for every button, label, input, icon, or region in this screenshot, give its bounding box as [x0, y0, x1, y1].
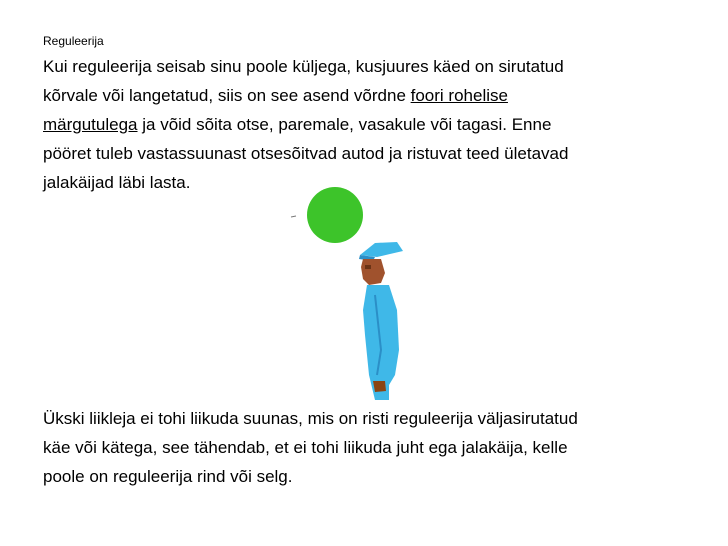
- page-title: Reguleerija: [43, 34, 104, 48]
- green-light-icon: [307, 187, 363, 243]
- paragraph-line: pööret tuleb vastassuunast otsesõitvad autod ja ristuvat teed ületavad: [43, 144, 569, 163]
- paragraph-text: ja võid sõita otse, paremale, vasakule või tagasi. Enne: [137, 115, 552, 134]
- paragraph-side-position: [43, 52, 703, 197]
- traffic-officer-illustration: [285, 185, 415, 400]
- paragraph-line: [43, 110, 703, 139]
- paragraph-line: [43, 81, 703, 110]
- paragraph-line: Kui reguleerija seisab sinu poole küljega, kusjuures käed on sirutatud: [43, 57, 564, 76]
- paragraph-perpendicular-rule: [43, 404, 703, 491]
- green-light-link-continued[interactable]: märgutulega: [43, 115, 138, 134]
- paragraph-line: käe või kätega, see tähendab, et ei tohi liikuda juht ega jalakäija, kelle: [43, 438, 568, 457]
- paragraph-line: poole on reguleerija rind või selg.: [43, 467, 293, 486]
- green-light-link[interactable]: foori rohelise: [410, 86, 508, 105]
- paragraph-line: jalakäijad läbi lasta.: [43, 173, 191, 192]
- paragraph-line: Ükski liikleja ei tohi liikuda suunas, mis on risti reguleerija väljasirutatud: [43, 409, 578, 428]
- paragraph-text: kõrvale või langetatud, siis on see asend võrdne: [43, 86, 411, 105]
